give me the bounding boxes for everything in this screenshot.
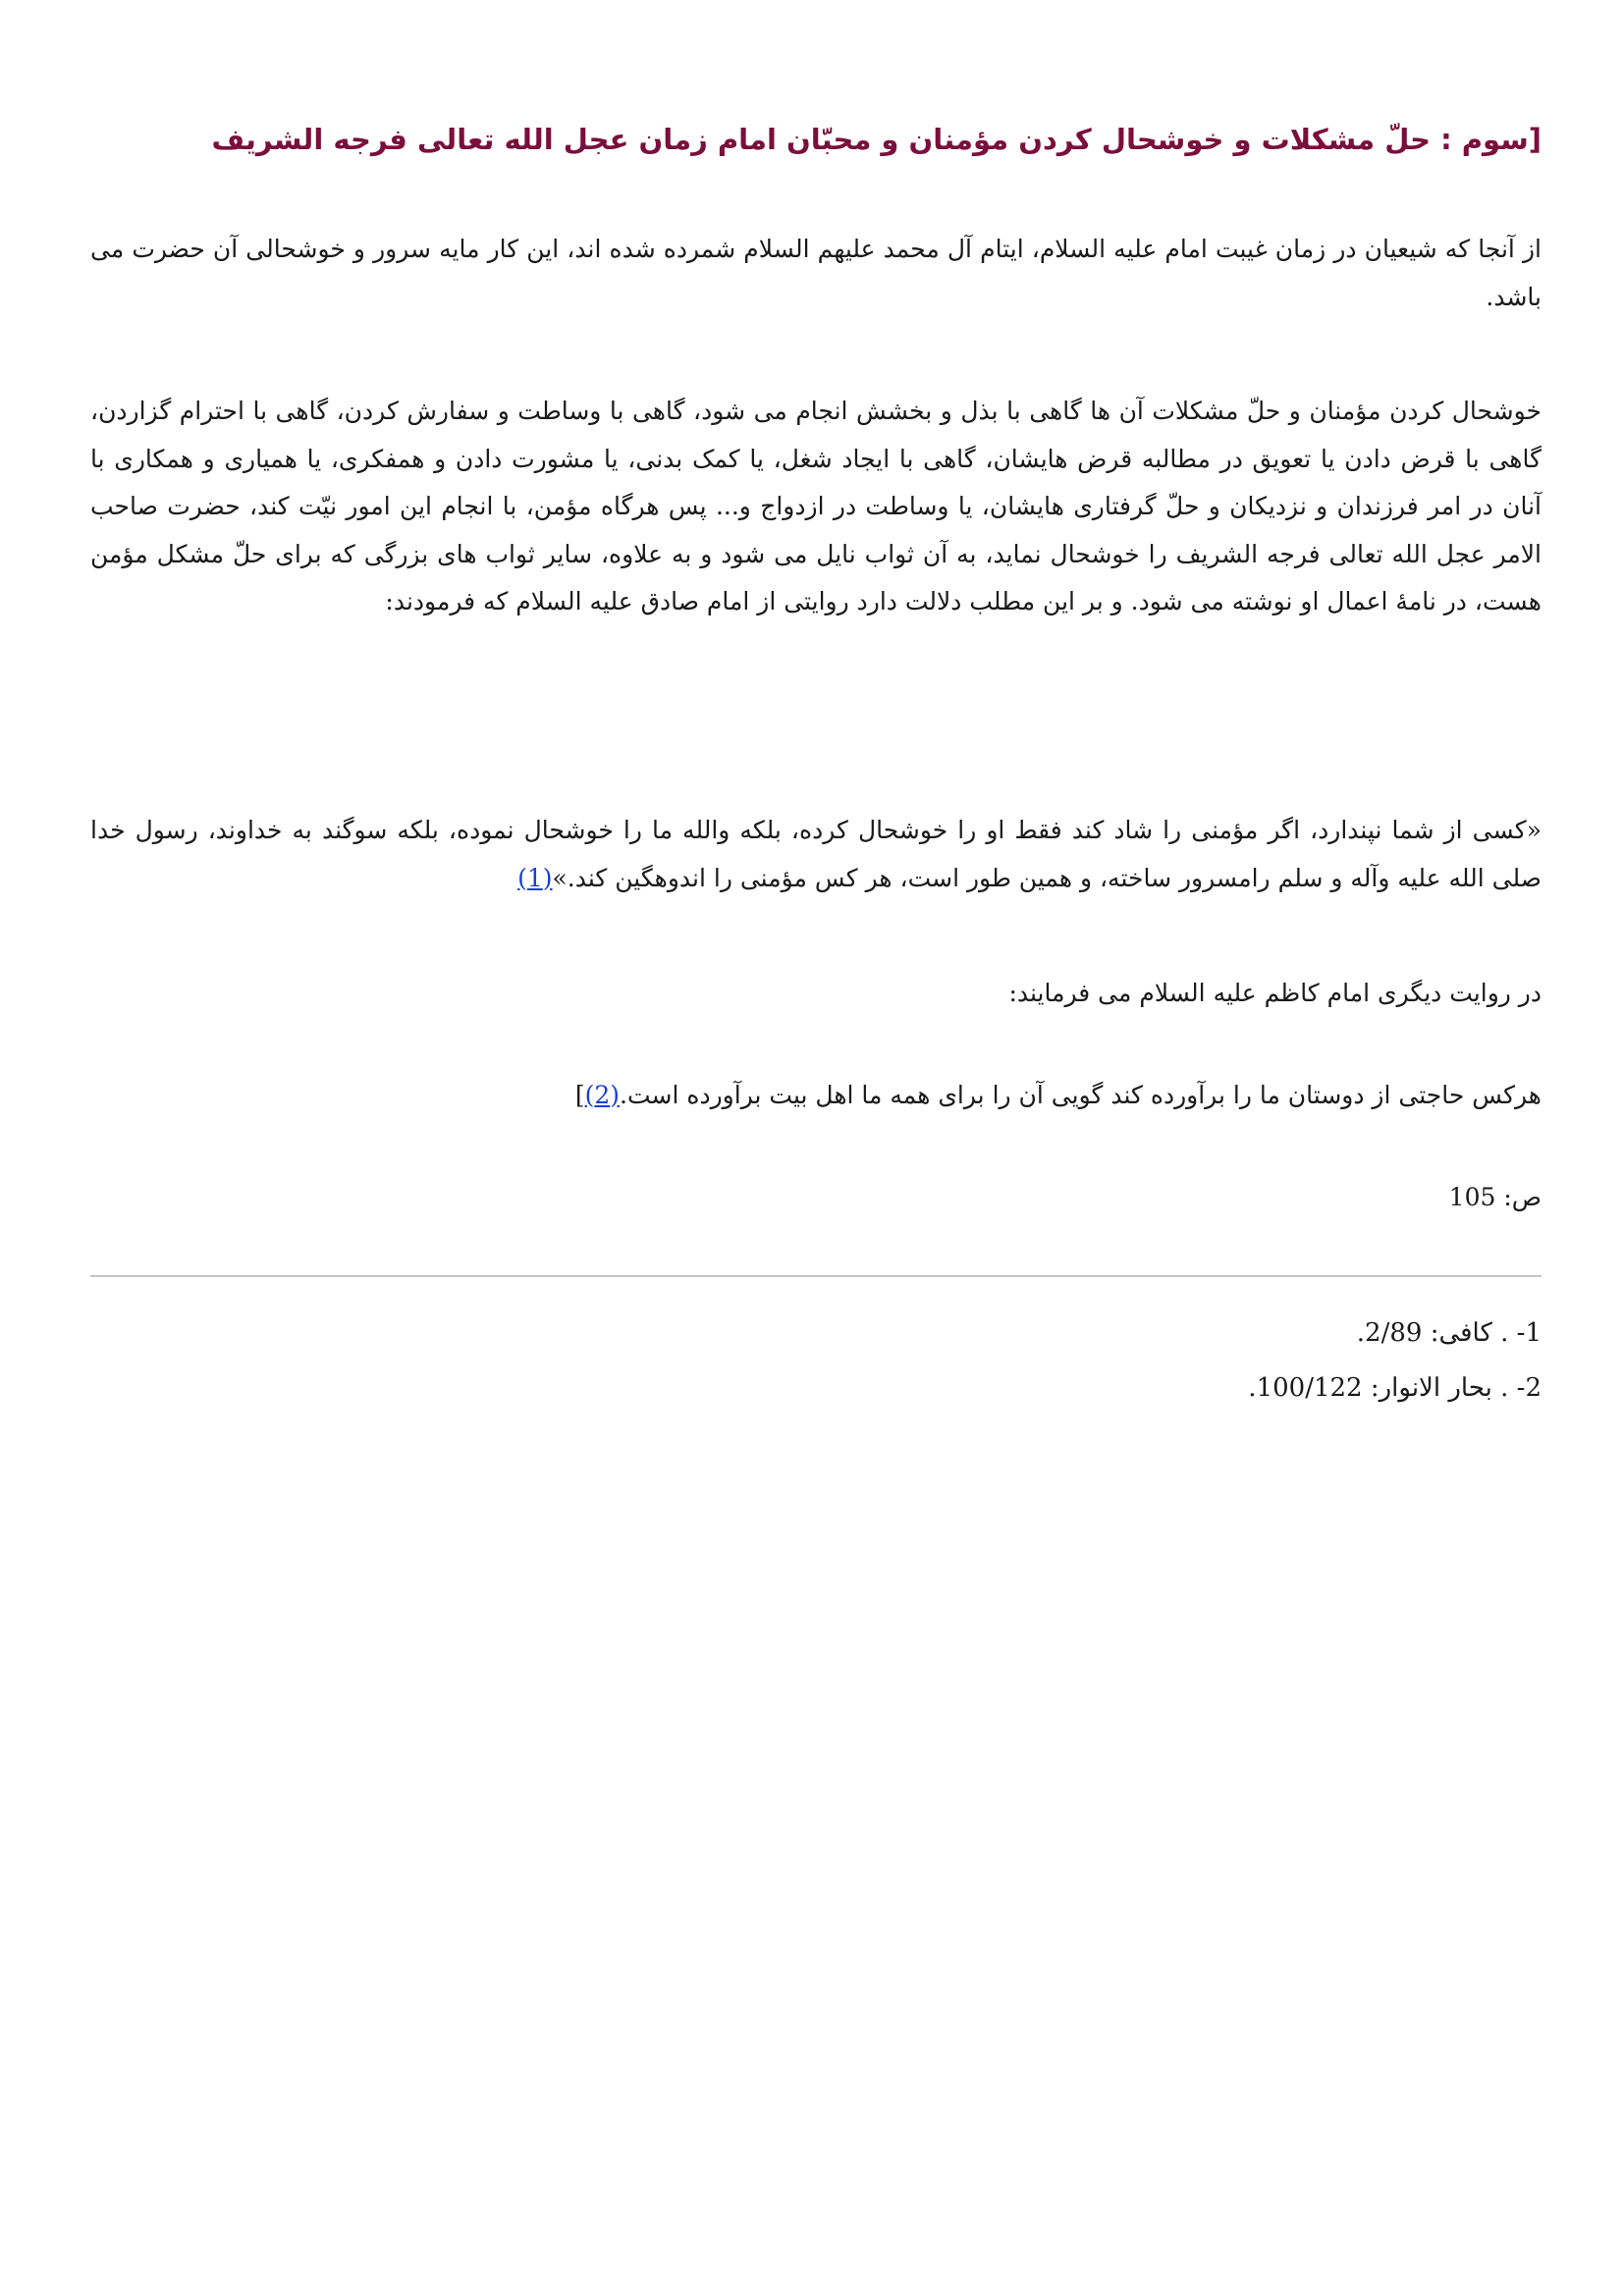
section-heading: [سوم : حلّ مشکلات و خوشحال کردن مؤمنان و محبّان امام زمان عجل الله تعالی فرجه الشریف (211, 123, 1542, 156)
footnote-link-1[interactable]: (1) (517, 863, 553, 892)
paragraph-hadith-kazim (90, 1072, 1542, 1120)
paragraph-intro: از آنجا که شیعیان در زمان غیبت امام علیه السلام، ایتام آل محمد علیهم السلام شمرده شده اند، این کار مایه سرور و خوشحالی آن حضرت می باشد. (90, 235, 1542, 311)
page-number: ص: 105 (1448, 1183, 1542, 1211)
paragraph-kazim-intro: در روایت دیگری امام کاظم علیه السلام می فرمایند: (1008, 979, 1542, 1007)
footnote-link-2[interactable]: (2) (584, 1081, 621, 1109)
paragraph-hadith-sadiq (90, 807, 1542, 902)
hadith-text: «کسی از شما نپندارد، اگر مؤمنی را شاد کند فقط او را خوشحال کرده، بلکه والله ما را خوشحال نموده، بلکه سوگند به خداوند، رسول خدا صلی الله علیه وآله و سلم رامسرور ساخته، و همین طور است، هر کس مؤمنی را اندوهگین کند.» (90, 816, 1542, 892)
paragraph-ways: خوشحال کردن مؤمنان و حلّ مشکلات آن ها گاهی با بذل و بخشش انجام می شود، گاهی با وساطت و سفارش کردن، گاهی با احترام گزاردن، گاهی با قرض دادن یا تعویق در مطالبه قرض هایشان، گاهی با ایجاد شغل، یا کمک بدنی، یا مشورت دادن و همفکری، یا همیاری و همکاری با آنان در امر فرزندان و نزدیکان و حلّ گرفتاری هایشان، یا وساطت در ازدواج و... پس هرگاه مؤمن، با انجام این امور نیّت کند، حضرت صاحب الامر عجل الله تعالی فرجه الشریف را خوشحال نماید، به آن ثواب نایل می شود و به علاوه، سایر ثواب های بزرگی که برای حلّ مشکل مؤمن هست، در نامۀ اعمال او نوشته می شود. و بر این مطلب دلالت دارد روایتی از امام صادق علیه السلام که فرمودند: (90, 397, 1542, 615)
footnote-divider (90, 1275, 1542, 1277)
footnotes-list (90, 1306, 1542, 1415)
closing-bracket: ] (574, 1081, 585, 1109)
footnote-item: 2- . بحار الانوار: 100/122. (1248, 1373, 1542, 1403)
hadith-text: هرکس حاجتی از دوستان ما را برآورده کند گویی آن را برای همه ما اهل بیت برآورده است. (620, 1081, 1542, 1109)
footnote-item: 1- . کافی: 2/89. (1356, 1318, 1542, 1348)
